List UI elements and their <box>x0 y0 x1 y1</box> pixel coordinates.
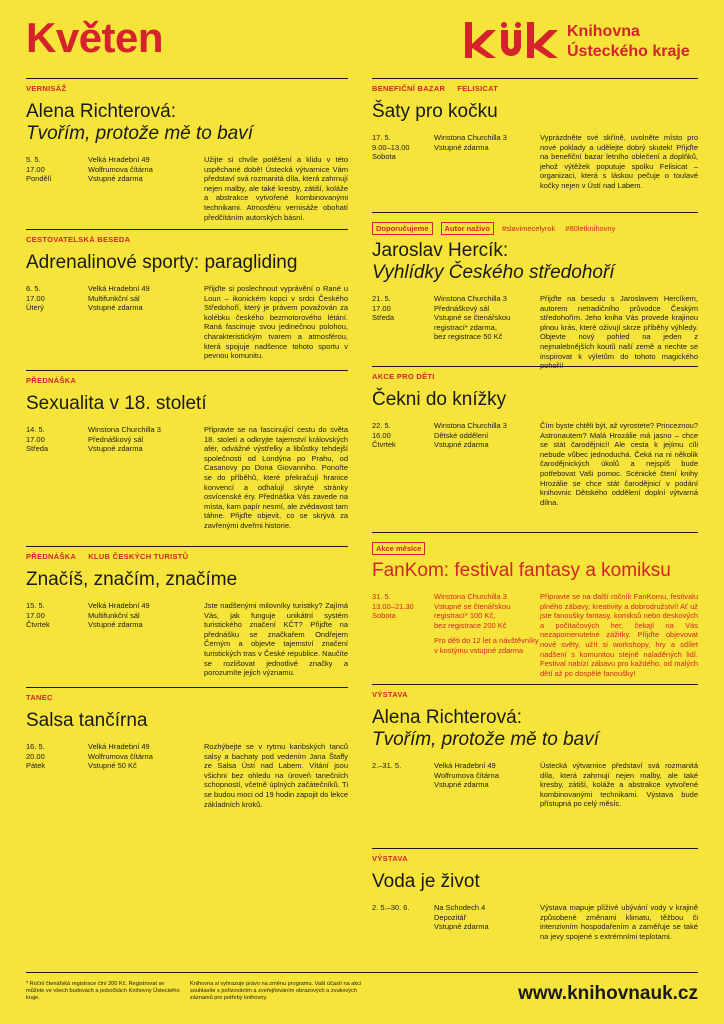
event-category <box>372 854 698 864</box>
event-address: Winstona Churchilla 3 <box>434 592 507 601</box>
event-when <box>372 903 432 913</box>
event-day: Úterý <box>26 303 44 313</box>
event-description: Užijte si chvíle potěšení a klidu v této uspěchané době! Ústecká výtvarnice Vám představí svá rozmanitá díla, která zahrnují nejen malby, ale také kresby, zátiší, koláže a abstrakce vytvořené kombinovanými technikami. Atmosféru vernisáže obohatí předčítáním autorských básní. <box>204 155 348 222</box>
event-date: 14. 5. <box>26 425 45 434</box>
event-info <box>372 761 698 809</box>
event-address: Winstona Churchilla 3 <box>434 294 507 303</box>
logo-line-1: Knihovna <box>567 23 640 40</box>
event-info <box>372 294 698 371</box>
event-time: 17.00 <box>372 303 391 313</box>
event-where <box>434 133 544 152</box>
event-time: 9.00–13.00 <box>372 142 410 152</box>
event-day: Čtvrtek <box>372 440 396 450</box>
event-where <box>434 592 544 656</box>
event-where <box>88 284 186 313</box>
event-description: Rozhýbejte se v rytmu karibských tanců salsy a bachaty pod vedením Jana Štaffy ze Salsa Ústí nad Labem. Vítání jsou všichni bez ohledu na úroveň tanečních schopností, včetně úplných začátečníků. Ti se budou moci od 19 hodin zapojit do lekce základních kroků. <box>204 742 348 809</box>
category-label: CESTOVATELSKÁ BESEDA <box>26 235 131 244</box>
event-znacime <box>26 546 348 687</box>
event-admission: Vstupné zdarma <box>434 142 489 152</box>
event-address: Velká Hradební 49 <box>434 761 496 770</box>
event-where <box>88 155 186 184</box>
event-admission: Vstupné zdarma <box>434 922 489 932</box>
event-day: Pátek <box>26 761 46 771</box>
category-label: VÝSTAVA <box>372 854 408 863</box>
event-room: Wolfrumova čítárna <box>434 770 499 780</box>
event-time: 17.00 <box>26 434 45 444</box>
event-title[interactable]: Čekni do knížky <box>372 389 507 410</box>
event-admission: Vstupné zdarma <box>434 440 489 450</box>
event-day: Středa <box>372 313 395 323</box>
footnote-registration: * Roční čtenářská registrace činí 200 Kč. Registrovat se můžete ve všech budovách a pobočkách Knihovny Ústeckého kraje. <box>26 981 180 1002</box>
event-title[interactable]: Šaty pro kočku <box>372 101 498 122</box>
event-tags <box>372 538 698 556</box>
event-category <box>26 84 348 94</box>
event-salsa <box>26 687 348 823</box>
event-admission: Vstupné se čtenářskou registrací* zdarma, <box>434 313 511 332</box>
event-description: Ústecká výtvarnice představí svá rozmanitá díla, která zahrnují nejen malby, ale také kresby, zátiší, koláže a abstrakce vytvořené kombinovanými technikami. Výstava bude přístupná po celý měsíc. <box>540 761 698 809</box>
event-date: 17. 5. <box>372 133 391 142</box>
logo-text <box>567 22 690 62</box>
event-admission: Vstupné 50 Kč <box>88 761 137 771</box>
event-day: Čtvrtek <box>26 620 50 630</box>
kuk-logo-icon <box>463 20 559 60</box>
event-category <box>26 552 348 562</box>
event-when <box>26 284 86 313</box>
event-category <box>372 84 698 94</box>
event-time: 13.00–21.30 <box>372 601 414 611</box>
event-info <box>26 155 348 222</box>
event-address: Velká Hradební 49 <box>88 601 150 610</box>
event-address: Na Schodech 4 <box>434 903 486 912</box>
event-time: 17.00 <box>26 293 45 303</box>
title-line: Alena Richterová: <box>26 101 176 122</box>
event-info <box>26 742 348 809</box>
event-when <box>372 294 432 323</box>
event-admission: Vstupné zdarma <box>88 303 143 313</box>
logo-line-2: Ústeckého kraje <box>567 43 690 60</box>
category-label: TANEC <box>26 693 53 702</box>
title-line: Alena Richterová: <box>372 707 522 728</box>
category-label: PŘEDNÁŠKA <box>26 376 77 385</box>
event-date: 21. 5. <box>372 294 391 303</box>
event-where <box>434 421 544 450</box>
event-day: Sobota <box>372 611 396 621</box>
event-admission-alt: bez registrace 50 Kč <box>434 332 503 342</box>
event-address: Winstona Churchilla 3 <box>434 133 507 142</box>
event-description: Připravte se na další ročník FanKomu, festivalu plného zábavy, kreativity a dobrodružství! Ať už jste fanoušky fantasy, komiksů nebo deskových a počítačových her, čekají na Vás nezapomenutelné zážitky. Přijďte objevovat nové světy, užít si workshopy, hry a sdílet nadšení s komunitou stejně naladěných lidí. Festival nabízí zábavu pro každého, od malých dětí až po dospělé fanoušky! <box>540 592 698 678</box>
event-when <box>372 761 432 771</box>
event-when <box>26 601 86 630</box>
event-room: Multifunkční sál <box>88 293 140 303</box>
event-where <box>88 601 186 630</box>
event-hercik <box>372 212 698 371</box>
tag-event-of-month: Akce měsíce <box>372 542 425 555</box>
event-sexualita <box>26 370 348 546</box>
event-date: 6. 5. <box>26 284 41 293</box>
event-info <box>26 425 348 531</box>
category-label: VÝSTAVA <box>372 690 408 699</box>
footer <box>26 972 698 1004</box>
event-info <box>26 284 348 361</box>
event-where <box>434 903 544 932</box>
event-category <box>26 235 348 245</box>
event-info <box>26 601 348 678</box>
left-column <box>26 78 348 823</box>
event-date: 22. 5. <box>372 421 391 430</box>
tag-author-live: Autor naživo <box>441 222 494 235</box>
event-when <box>26 742 86 771</box>
event-room: Dětské oddělení <box>434 430 489 440</box>
event-cekni-do-knizky <box>372 366 698 532</box>
event-category <box>26 693 348 703</box>
event-info <box>372 133 698 191</box>
tag-recommended: Doporučujeme <box>372 222 433 235</box>
event-time: 17.00 <box>26 164 45 174</box>
event-title[interactable]: Salsa tančírna <box>26 710 148 731</box>
event-when <box>372 421 432 450</box>
event-when <box>26 155 86 184</box>
event-admission-alt: bez registrace 200 Kč <box>434 620 507 630</box>
event-when <box>26 425 86 454</box>
category-label-partner: KLUB ČESKÝCH TURISTŮ <box>88 552 189 561</box>
event-time: 20.00 <box>26 751 45 761</box>
event-title[interactable]: Sexualita v 18. století <box>26 393 207 414</box>
event-admission: Vstupné se čtenářskou registrací* 100 Kč, <box>434 601 511 621</box>
event-admission: Vstupné zdarma <box>434 780 489 790</box>
title-line: Jaroslav Hercík: <box>372 240 509 261</box>
event-title[interactable]: Voda je život <box>372 871 480 892</box>
event-where <box>88 742 186 771</box>
event-admission-note: Pro děti do 12 let a návštěvníky v kostýmu vstupné zdarma <box>434 636 539 655</box>
event-address: Velká Hradební 49 <box>88 284 150 293</box>
event-category <box>372 372 698 382</box>
event-room: Přednáškový sál <box>88 434 144 444</box>
event-info <box>372 903 698 941</box>
event-where <box>434 294 544 342</box>
event-time: 16.00 <box>372 430 391 440</box>
event-room: Depozitář <box>434 912 467 922</box>
event-voda-je-zivot <box>372 848 698 974</box>
category-label: BENEFIČNÍ BAZAR <box>372 84 446 93</box>
event-description: Jste nadšenými milovníky turistiky? Zajímá Vás, jak funguje unikátní systém turistického značení KČT? Přijďte na přednášku se značkařem Ondřejem Černým a objevte tajemství značení turistických tras v České republice. Naučíte se rozlišovat jednotlivé značky a porozumíte jejich významu. <box>204 601 348 678</box>
event-room: Multifunkční sál <box>88 610 140 620</box>
event-title[interactable] <box>372 240 698 284</box>
event-date: 16. 5. <box>26 742 45 751</box>
event-date: 5. 5. <box>26 155 41 164</box>
event-day: Pondělí <box>26 174 52 184</box>
event-description: Připravte se na fascinující cestu do světa 18. století a odkryjte tajemství královských afér, odvážné výstřelky a libůstky tehdejší společnosti od Londýna po Prahu, od Casanovy po Dona Giovanniho. Ponořte se do příběhů, které překračují hranice konvencí a odhalují skryté stránky osvícenské éry. Přednáška Vás zavede na místa, kam papír nesmí, ale zvědavost tam táhne. Přijďte objevit, co se skrývá za zavřenými dveřmi historie. <box>204 425 348 530</box>
hashtag[interactable]: #80letknihovny <box>565 224 616 233</box>
event-description: Výstava mapuje plíživé ubývání vody v krajině způsobené změnami klimatu, těžbou či intenzivním hospodařením a zaměřuje se také na jevy spojené s extrémními teplotami. <box>540 903 698 941</box>
library-logo[interactable] <box>463 18 713 74</box>
event-address: Velká Hradební 49 <box>88 155 150 164</box>
title-line-italic: Tvořím, protože mě to baví <box>372 729 600 750</box>
event-time: 17.00 <box>26 610 45 620</box>
event-category <box>372 690 698 700</box>
event-info <box>372 421 698 507</box>
footnote-disclaimer: Knihovna si vyhrazuje právo na změnu programu. Vaší účastí na akci souhlasíte s pořizováním a zveřejňováním obrazových a zvukových záznamů pro potřeby knihovny. <box>190 981 362 1002</box>
event-when <box>372 592 432 621</box>
event-vystava-richterova <box>372 684 698 848</box>
event-title[interactable]: Značíš, značím, značíme <box>26 569 238 590</box>
event-title[interactable] <box>372 707 698 751</box>
event-paragliding <box>26 229 348 370</box>
event-description: Přijďte na besedu s Jaroslavem Hercíkem, autorem netradičního průvodce Českým středohořím. Jeho kniha Vás provede krajinou plnou krás, které oživují skrze příběhy výhledy. Objevte nový pohled na jeden z nejmalebnějších koutů naší země a nechte se inspirovat k výletům do tohoto magického pohoří! <box>540 294 698 371</box>
right-column <box>372 78 698 974</box>
event-address: Velká Hradební 49 <box>88 742 150 751</box>
event-description: Čím byste chtěli být, až vyrostete? Princeznou? Astronautem? Malá Hrozálie má jasno – chce se stát čarodějnicí! Ale cesta k jejímu cíli nebude vůbec jednoduchá. Čeká na ni několik čarodějnických úkolů a nejspíš bude potřebovat Vaši pomoc. Scénické čtení knihy Hrozálie se chce stát čarodějnicí v podání knihovnic Dětského oddělení doplní výtvarná dílna. <box>540 421 698 507</box>
event-vernisaz <box>26 78 348 229</box>
event-where <box>434 761 544 790</box>
event-saty-pro-kocku <box>372 78 698 212</box>
event-address: Winstona Churchilla 3 <box>434 421 507 430</box>
event-title[interactable]: FanKom: festival fantasy a komiksu <box>372 560 671 581</box>
event-date: 15. 5. <box>26 601 45 610</box>
event-day: Středa <box>26 444 49 454</box>
event-admission: Vstupné zdarma <box>88 444 143 454</box>
event-admission: Vstupné zdarma <box>88 174 143 184</box>
event-day: Sobota <box>372 152 396 162</box>
category-label-partner: FELISICAT <box>457 84 499 93</box>
event-room: Wolfrumova čítárna <box>88 751 153 761</box>
event-date: 31. 5. <box>372 592 391 601</box>
event-tags <box>372 218 698 236</box>
event-title[interactable] <box>26 101 348 145</box>
category-label: VERNISÁŽ <box>26 84 67 93</box>
category-label: PŘEDNÁŠKA <box>26 552 77 561</box>
event-admission: Vstupné zdarma <box>88 620 143 630</box>
title-line-italic: Vyhlídky Českého středohoří <box>372 262 615 283</box>
event-when <box>372 133 432 162</box>
event-address: Winstona Churchilla 3 <box>88 425 161 434</box>
event-description: Přijďte si poslechnout vyprávění o Rané u Loun – ikonickém kopci v srdci Českého Středohoří, který je právem považován za kolébku českého bezmotorového létání. Raná fascinuje svou jedinečnou polohou, charakteristickým tvarem a atmosférou, která spojuje nadšence tohoto sportu v pevnou komunitu. <box>204 284 348 361</box>
category-label: AKCE PRO DĚTI <box>372 372 435 381</box>
event-date: 2.–31. 5. <box>372 761 402 770</box>
event-description: Vyprázdněte své skříně, uvolněte místo pro nové poklady a udělejte dobrý skutek! Přijďte na benefiční bazar letního oblečení a doplňků, jehož výtěžek poputuje spolku Felisicat – organizaci, která s láskou pečuje o toulavé kočky nejen v Ústí nad Labem. <box>540 133 698 190</box>
event-info <box>372 592 698 678</box>
event-title[interactable]: Adrenalinové sporty: paragliding <box>26 252 298 273</box>
event-category <box>26 376 348 386</box>
event-date: 2. 5.–30. 6. <box>372 903 410 912</box>
event-room: Wolfrumova čítárna <box>88 164 153 174</box>
event-fankom <box>372 532 698 684</box>
title-line-italic: Tvořím, protože mě to baví <box>26 123 254 144</box>
event-room: Přednáškový sál <box>434 303 490 313</box>
hashtag[interactable]: #slavimecelyrok <box>501 224 556 233</box>
page-title: Květen <box>26 14 164 61</box>
website-link[interactable]: www.knihovnauk.cz <box>518 983 698 1004</box>
event-where <box>88 425 186 454</box>
